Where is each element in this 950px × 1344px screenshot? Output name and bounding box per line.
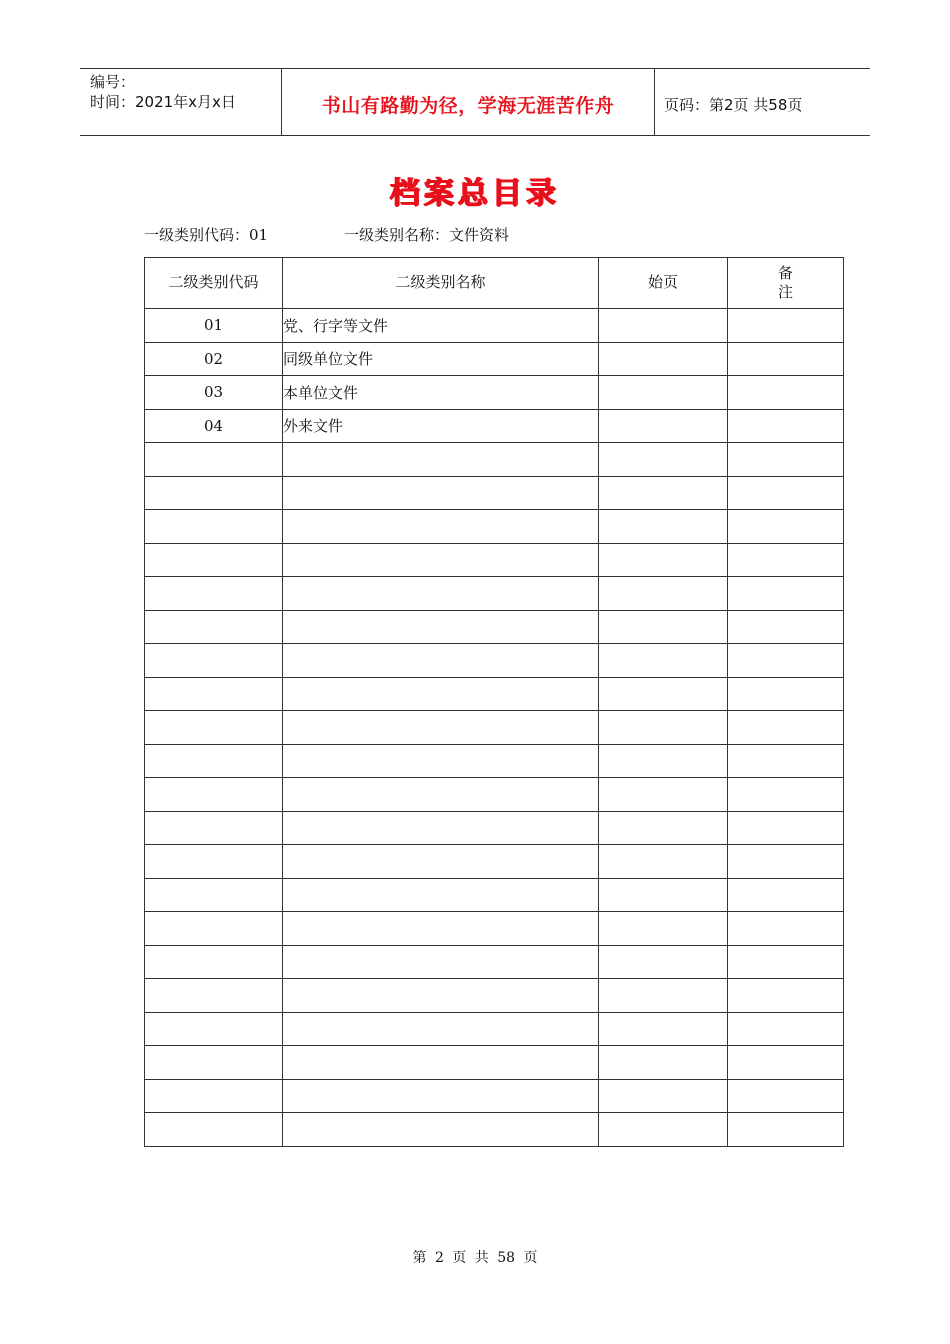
header-name: 二级类别名称 [283,258,599,309]
row-start-page [599,1046,728,1080]
table-row-empty [145,610,844,644]
row-name [283,476,599,510]
row-name: 党、行字等文件 [283,309,599,343]
row-name [283,1012,599,1046]
row-name [283,1113,599,1147]
row-code [145,443,283,477]
header-motto-cell [282,69,655,135]
row-name [283,912,599,946]
row-name [283,979,599,1013]
row-start-page [599,845,728,879]
row-remark [728,510,844,544]
row-remark [728,342,844,376]
row-start-page [599,443,728,477]
row-start-page [599,1079,728,1113]
row-code [145,945,283,979]
row-start-page [599,912,728,946]
row-code [145,543,283,577]
row-code [145,1079,283,1113]
row-name: 同级单位文件 [283,342,599,376]
row-code: 03 [145,376,283,410]
row-remark [728,543,844,577]
row-start-page [599,476,728,510]
row-code: 01 [145,309,283,343]
row-remark [728,912,844,946]
row-code [145,510,283,544]
row-remark [728,1046,844,1080]
row-code: 04 [145,409,283,443]
row-remark [728,1079,844,1113]
row-start-page [599,543,728,577]
row-code [145,744,283,778]
row-code [145,711,283,745]
row-start-page [599,1113,728,1147]
row-remark [728,677,844,711]
row-name [283,778,599,812]
document-time-label: 时间：2021年x月x日 [90,93,236,111]
row-code [145,845,283,879]
row-start-page [599,309,728,343]
row-name [283,878,599,912]
table-row-empty [145,677,844,711]
table-row-empty [145,543,844,577]
row-code [145,677,283,711]
row-remark [728,945,844,979]
row-start-page [599,878,728,912]
row-start-page [599,610,728,644]
row-code [145,476,283,510]
row-remark [728,476,844,510]
row-remark [728,309,844,343]
table-row-empty [145,811,844,845]
row-remark [728,811,844,845]
row-name: 本单位文件 [283,376,599,410]
row-remark [728,778,844,812]
row-remark [728,610,844,644]
table-row-empty [145,744,844,778]
row-remark [728,644,844,678]
row-name [283,845,599,879]
row-start-page [599,510,728,544]
row-remark [728,1113,844,1147]
document-title: 档案总目录 [390,176,560,211]
row-remark [728,409,844,443]
row-code [145,1012,283,1046]
document-number-label: 编号： [90,73,136,91]
table-row-empty [145,510,844,544]
row-name [283,510,599,544]
table-header-row [145,258,844,309]
table-row-empty [145,443,844,477]
level1-name: 一级类别名称：文件资料 [344,226,510,244]
catalog-body [145,309,844,1147]
row-remark [728,979,844,1013]
header-page-cell [655,69,870,135]
page-header [80,68,870,136]
row-name [283,543,599,577]
row-start-page [599,644,728,678]
row-code [145,1046,283,1080]
row-start-page [599,577,728,611]
row-start-page [599,376,728,410]
header-info-cell [80,69,282,135]
row-remark [728,744,844,778]
header-remark-line1: 备 [777,263,793,282]
row-start-page [599,409,728,443]
row-start-page [599,677,728,711]
row-name [283,577,599,611]
header-remark [728,258,844,309]
row-start-page [599,744,728,778]
row-name [283,711,599,745]
row-name [283,945,599,979]
row-remark [728,376,844,410]
row-start-page [599,1012,728,1046]
row-code [145,912,283,946]
row-remark [728,845,844,879]
table-row-empty [145,845,844,879]
header-start-page: 始页 [599,258,728,309]
table-row-empty [145,778,844,812]
row-code [145,979,283,1013]
table-row-empty [145,644,844,678]
table-row [145,309,844,343]
row-remark [728,443,844,477]
row-name [283,811,599,845]
table-row-empty [145,1012,844,1046]
row-code [145,811,283,845]
row-code [145,610,283,644]
table-row-empty [145,476,844,510]
row-start-page [599,945,728,979]
row-code: 02 [145,342,283,376]
table-row-empty [145,1079,844,1113]
table-row [145,342,844,376]
table-row-empty [145,577,844,611]
table-row-empty [145,1046,844,1080]
row-code [145,644,283,678]
header-page-info: 页码：第2页 共58页 [664,96,803,114]
row-start-page [599,979,728,1013]
page-footer: 第 2 页 共 58 页 [412,1250,538,1266]
table-row-empty [145,1113,844,1147]
table-row-empty [145,945,844,979]
catalog-table [144,257,844,1147]
table-row [145,409,844,443]
row-start-page [599,711,728,745]
row-name: 外来文件 [283,409,599,443]
row-start-page [599,342,728,376]
row-code [145,878,283,912]
table-row-empty [145,878,844,912]
header-remark-line2: 注 [777,283,793,301]
row-remark [728,577,844,611]
level1-code: 一级类别代码：01 [144,226,269,244]
row-code [145,778,283,812]
row-start-page [599,811,728,845]
row-code [145,1113,283,1147]
row-name [283,1079,599,1113]
row-remark [728,711,844,745]
row-name [283,644,599,678]
header-motto: 书山有路勤为径，学海无涯苦作舟 [321,95,615,117]
header-code: 二级类别代码 [145,258,283,309]
row-name [283,744,599,778]
table-row-empty [145,912,844,946]
row-remark [728,878,844,912]
table-row-empty [145,979,844,1013]
row-name [283,610,599,644]
row-name [283,1046,599,1080]
row-code [145,577,283,611]
row-name [283,677,599,711]
row-name [283,443,599,477]
row-start-page [599,778,728,812]
table-row-empty [145,711,844,745]
table-row [145,376,844,410]
row-remark [728,1012,844,1046]
